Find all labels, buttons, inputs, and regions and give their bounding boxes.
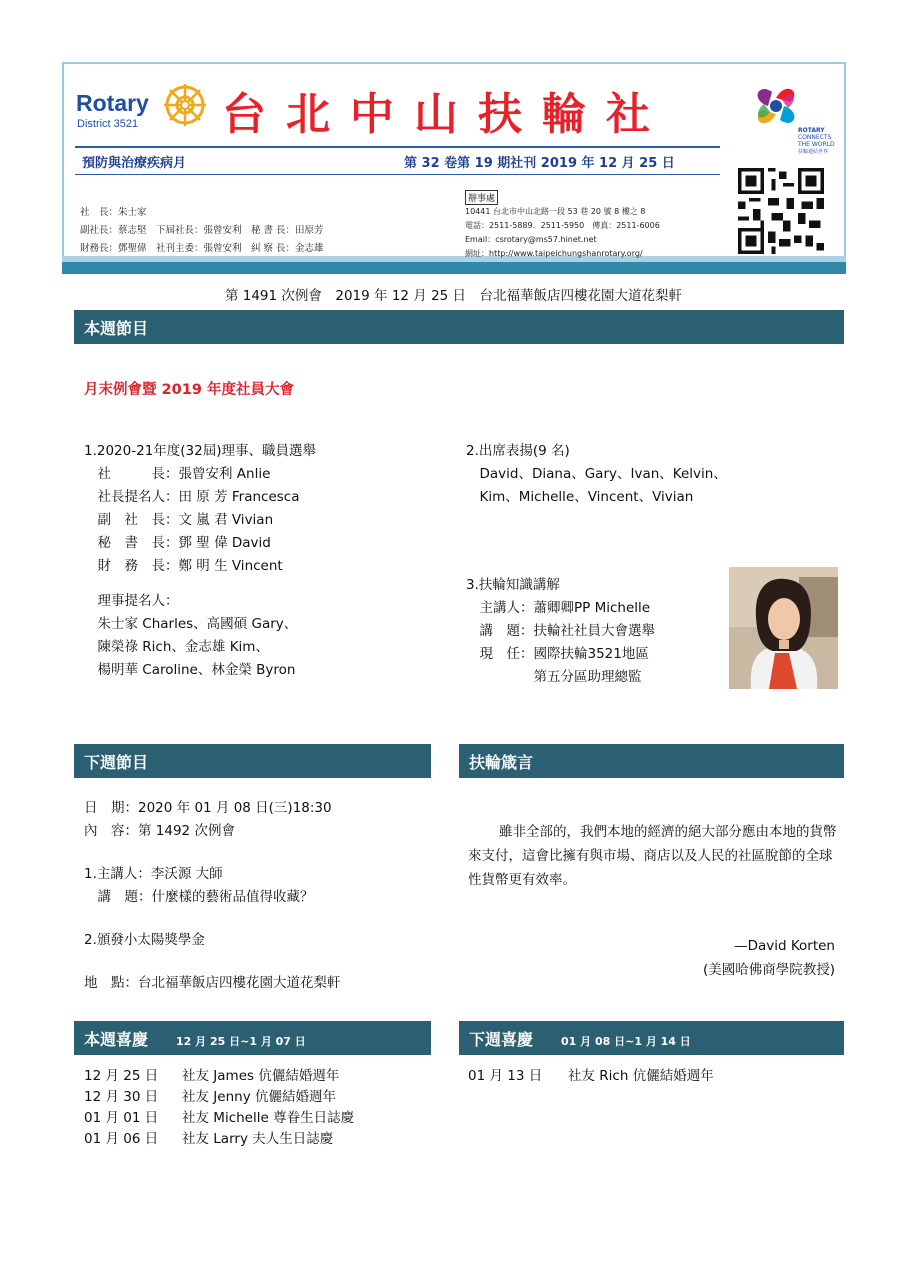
officer-line: 副社長：蔡志堅 下屆社長：張曾安利 秘 書 長：田原芳 — [80, 225, 324, 236]
section-title: 下週節目 — [84, 753, 149, 772]
list-item: 主講人：蕭卿卿PP Michelle — [466, 600, 651, 616]
list-item: 日 期：2020 年 01 月 08 日(三)18:30 — [84, 800, 332, 816]
list-item: 講 題：扶輪社社員大會選舉 — [466, 623, 655, 639]
election-list — [84, 440, 316, 682]
spacer — [84, 843, 341, 863]
club-name: 台北中山扶輪社 — [222, 89, 670, 140]
masthead-rule — [75, 146, 720, 148]
list-item: 01 月 01 日 社友 Michelle 尊眷生日誌慶 — [84, 1110, 355, 1126]
section-bar-this-week — [74, 310, 844, 344]
author-name: —David Korten — [734, 938, 835, 954]
masthead-rule-lower — [75, 174, 720, 175]
list-item: 12 月 30 日 社友 Jenny 伉儷結婚週年 — [84, 1089, 336, 1105]
list-item: David、Diana、Gary、Ivan、Kelvin、 — [466, 466, 727, 482]
motto-author — [703, 934, 835, 982]
list-item: 2.頒發小太陽獎學金 — [84, 932, 205, 948]
list-item: 現 任：國際扶輪3521地區 — [466, 646, 649, 662]
spacer — [84, 909, 341, 929]
section-title: 本週喜慶 — [84, 1030, 149, 1049]
list-item: 社 長：張曾安利 Anlie — [84, 466, 271, 482]
program-title: 月末例會暨 2019 年度社員大會 — [84, 382, 294, 398]
section-title: 扶輪箴言 — [469, 753, 534, 772]
list-item: 地 點：台北福華飯店四樓花園大道花梨軒 — [84, 975, 341, 991]
list-item: 12 月 25 日 社友 James 伉儷結婚週年 — [84, 1068, 340, 1084]
office-address: 10441 台北市中山北路一段 53 巷 20 號 8 樓之 8 — [465, 207, 646, 216]
list-item: 01 月 13 日 社友 Rich 伉儷結婚週年 — [468, 1068, 714, 1084]
list-item: 3.扶輪知識講解 — [466, 577, 560, 593]
list-item: 講 題：什麼樣的藝術品值得收藏？ — [84, 889, 314, 905]
officer-line: 社 長：朱士家 — [80, 207, 147, 218]
list-item: 1.主講人：李沃源 大師 — [84, 866, 223, 882]
officer-line: 財務長：鄧聖偉 社刊主委：張曾安利 糾 察 長：金志雄 — [80, 243, 324, 254]
office-phone: 電話：2511-5889．2511-5950 傳真：2511-6006 — [465, 221, 660, 230]
office-website[interactable]: 網址：http://www.taipeichungshanrotary.org/ — [465, 249, 643, 258]
office-tag: 辦事處 — [465, 190, 498, 205]
section-title: 本週節目 — [84, 319, 149, 338]
rotary-wordmark: Rotary — [76, 90, 149, 116]
celebrations-next-list — [468, 1066, 714, 1087]
list-item: 1.2020-21年度(32屆)理事、職員選舉 — [84, 443, 316, 459]
motto-quote: 雖非全部的，我們本地的經濟的絕大部分應由本地的貨幣來支付，這會比擁有與市場、商店以及人民的社區脫節的全球性貨幣更有效率。 — [468, 824, 837, 888]
svg-text:CONNECTS: CONNECTS — [798, 134, 832, 141]
section-title: 下週喜慶 — [469, 1030, 534, 1049]
district-label: District 3521 — [77, 118, 139, 130]
list-item: 陳榮祿 Rich、金志雄 Kim、 — [84, 639, 269, 655]
issue-info: 第 32 卷第 19 期社刊 2019 年 12 月 25 日 — [404, 156, 675, 171]
section-bar-celebrations-next-week — [459, 1021, 844, 1055]
list-item: 副 社 長：文 嵐 君 Vivian — [84, 512, 274, 528]
svg-text:扶輪連結世界: 扶輪連結世界 — [798, 149, 829, 155]
section-bar-celebrations-this-week — [74, 1021, 431, 1055]
list-item: 秘 書 長：鄧 聖 偉 David — [84, 535, 271, 551]
list-item: 2.出席表揚(9 名) — [466, 443, 570, 459]
section-bar-motto — [459, 744, 844, 778]
date-range: 12 月 25 日~1 月 07 日 — [176, 1035, 306, 1048]
rotary-connects-logo — [738, 74, 835, 155]
speaker-photo — [729, 567, 838, 689]
spacer — [84, 952, 341, 972]
list-item: 第五分區助理總監 — [466, 669, 642, 685]
office-email[interactable]: Email：csrotary@ms57.hinet.net — [465, 235, 597, 244]
list-item: 社長提名人：田 原 芳 Francesca — [84, 489, 300, 505]
list-item: 朱士家 Charles、高國碩 Gary、 — [84, 616, 298, 632]
masthead-stripe — [62, 262, 846, 274]
celebrations-this-list — [84, 1066, 354, 1150]
svg-text:THE WORLD: THE WORLD — [798, 141, 835, 148]
rotary-wheel-icon — [160, 80, 210, 130]
meeting-info: 第 1491 次例會 2019 年 12 月 25 日 台北福華飯店四樓花園大道花梨軒 — [224, 288, 683, 304]
qr-code-icon — [735, 168, 827, 254]
section-bar-next-week — [74, 744, 431, 778]
list-item: 財 務 長：鄭 明 生 Vincent — [84, 558, 283, 574]
svg-text:ROTARY: ROTARY — [798, 127, 825, 134]
next-week-program — [84, 797, 341, 995]
knowledge-list — [466, 574, 655, 689]
list-item: 01 月 06 日 社友 Larry 夫人生日誌慶 — [84, 1131, 334, 1147]
list-item: 楊明華 Caroline、林金榮 Byron — [84, 662, 296, 678]
month-theme: 預防與治療疾病月 — [82, 156, 187, 171]
author-title: (美國哈佛商學院教授) — [702, 962, 835, 978]
attendance-list — [466, 440, 727, 509]
date-range: 01 月 08 日~1 月 14 日 — [561, 1035, 691, 1048]
list-item: 內 容：第 1492 次例會 — [84, 823, 235, 839]
list-item: Kim、Michelle、Vincent、Vivian — [466, 489, 694, 505]
spacer — [84, 578, 316, 590]
list-item: 理事提名人： — [84, 593, 179, 609]
